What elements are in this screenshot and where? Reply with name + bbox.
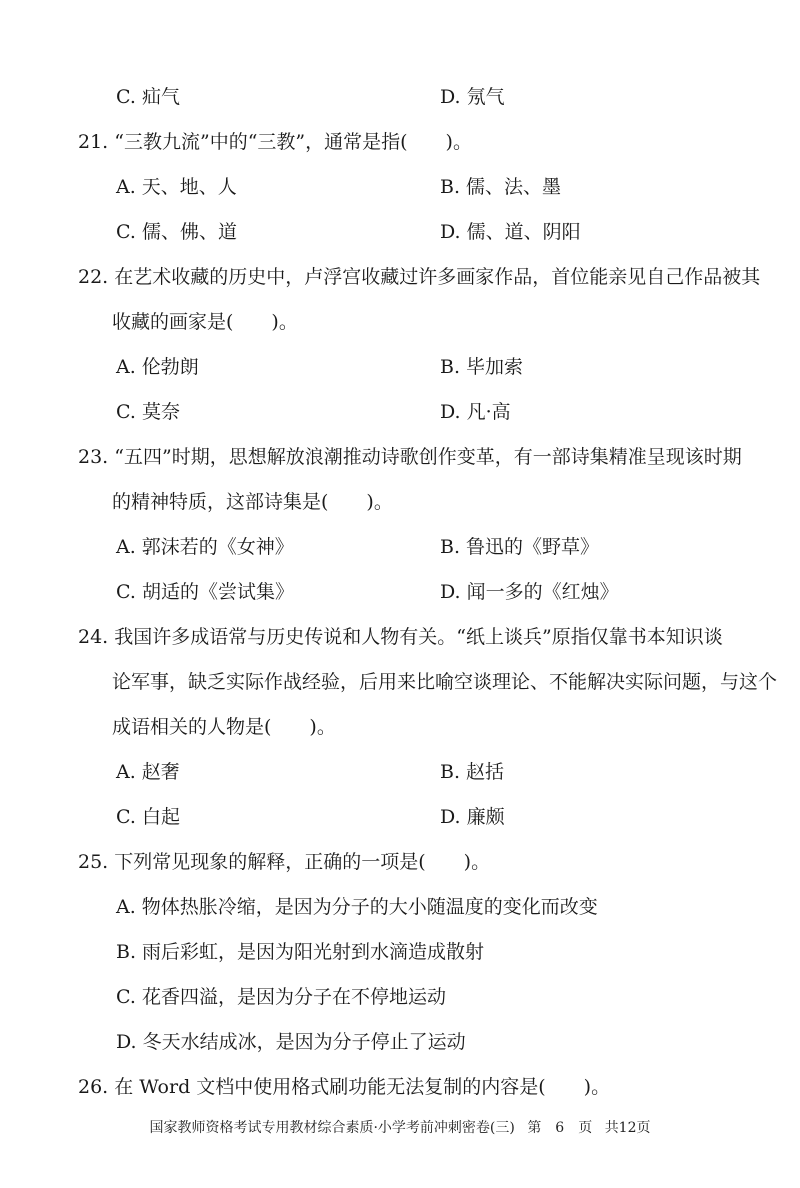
question-text-continued: 收藏的画家是( )。 xyxy=(112,311,298,333)
question-24 xyxy=(78,624,723,650)
option-c: C. 白起 xyxy=(116,806,180,828)
page-footer xyxy=(0,1118,800,1138)
option-d: D. 氖气 xyxy=(440,86,505,108)
question-25 xyxy=(78,849,490,875)
question-number: 24. xyxy=(78,626,109,648)
option-c: C. 儒、佛、道 xyxy=(116,221,237,243)
question-21 xyxy=(78,129,472,155)
question-23 xyxy=(78,444,742,470)
question-number: 25. xyxy=(78,851,109,873)
option-a: A. 伦勃朗 xyxy=(116,356,199,378)
question-text: 我国许多成语常与历史传说和人物有关。“纸上谈兵”原指仅靠书本知识谈 xyxy=(114,626,723,648)
option-c: C. 花香四溢，是因为分子在不停地运动 xyxy=(116,986,446,1008)
question-number: 22. xyxy=(78,266,109,288)
option-b: B. 鲁迅的《野草》 xyxy=(440,536,600,558)
option-a: A. 郭沫若的《女神》 xyxy=(116,536,294,558)
question-text: 下列常见现象的解释，正确的一项是( )。 xyxy=(114,851,491,873)
option-d: D. 儒、道、阴阳 xyxy=(440,221,581,243)
question-text-continued: 成语相关的人物是( )。 xyxy=(112,716,336,738)
option-b: B. 赵括 xyxy=(440,761,505,783)
footer-total-pages: 共12页 xyxy=(604,1120,651,1136)
option-d: D. 廉颇 xyxy=(440,806,505,828)
option-d: D. 凡·高 xyxy=(440,401,511,423)
option-d: D. 闻一多的《红烛》 xyxy=(440,581,619,603)
question-text: “五四”时期，思想解放浪潮推动诗歌创作变革，有一部诗集精准呈现该时期 xyxy=(114,446,742,468)
option-c: C. 疝气 xyxy=(116,86,180,108)
question-text: 在艺术收藏的历史中，卢浮宫收藏过许多画家作品，首位能亲见自己作品被其 xyxy=(114,266,761,288)
option-a: A. 赵奢 xyxy=(116,761,180,783)
question-number: 26. xyxy=(78,1076,109,1098)
question-text: “三教九流”中的“三教”，通常是指( )。 xyxy=(114,131,472,153)
footer-page-number: 第 6 页 xyxy=(527,1120,593,1136)
option-a: A. 天、地、人 xyxy=(116,176,237,198)
question-number: 23. xyxy=(78,446,109,468)
question-text-continued: 论军事，缺乏实际作战经验，后用来比喻空谈理论、不能解决实际问题，与这个 xyxy=(112,671,778,693)
question-text: 在 Word 文档中使用格式刷功能无法复制的内容是( )。 xyxy=(114,1076,611,1098)
option-c: C. 莫奈 xyxy=(116,401,180,423)
question-22 xyxy=(78,264,760,290)
question-number: 21. xyxy=(78,131,109,153)
footer-title: 国家教师资格考试专用教材综合素质·小学考前冲刺密卷(三) xyxy=(149,1120,515,1136)
question-26 xyxy=(78,1074,610,1100)
option-c: C. 胡适的《尝试集》 xyxy=(116,581,294,603)
option-b: B. 儒、法、墨 xyxy=(440,176,562,198)
option-d: D. 冬天水结成冰，是因为分子停止了运动 xyxy=(116,1031,466,1053)
question-text-continued: 的精神特质，这部诗集是( )。 xyxy=(112,491,393,513)
option-a: A. 物体热胀冷缩，是因为分子的大小随温度的变化而改变 xyxy=(116,896,598,918)
option-b: B. 雨后彩虹，是因为阳光射到水滴造成散射 xyxy=(116,941,485,963)
option-b: B. 毕加索 xyxy=(440,356,524,378)
